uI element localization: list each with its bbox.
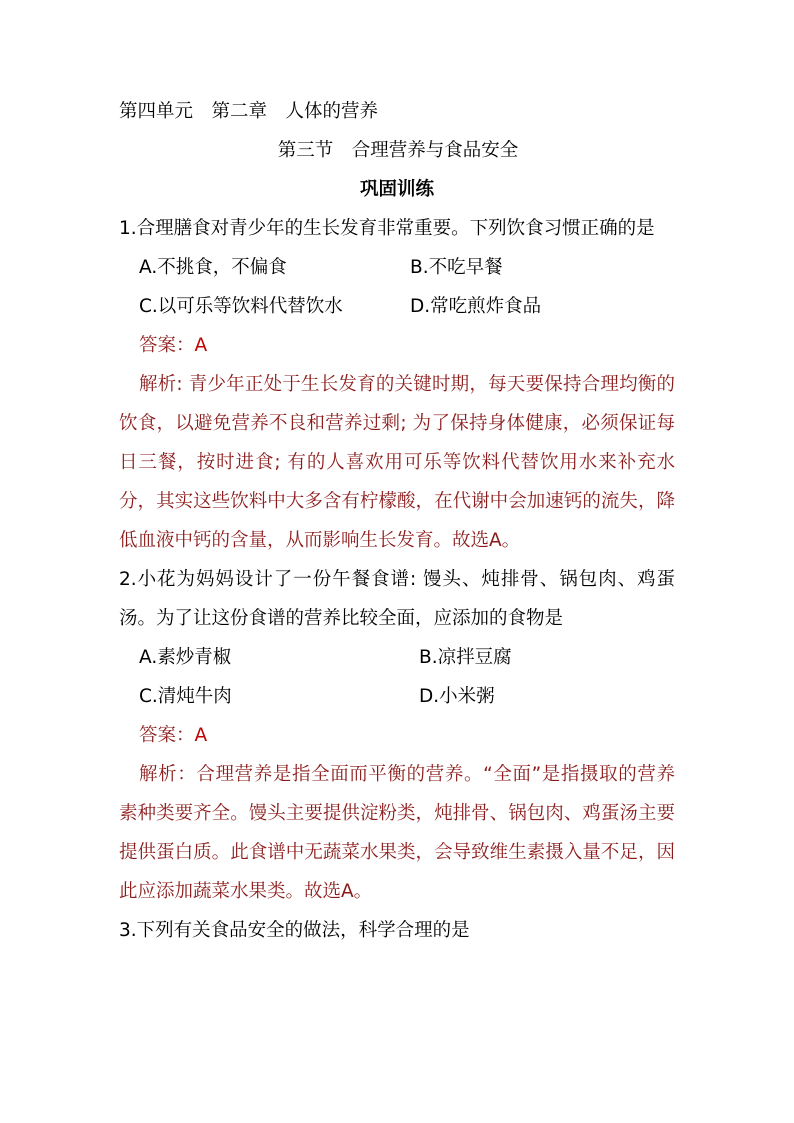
option-c: C.以可乐等饮料代替饮水 <box>139 296 343 317</box>
question-stem: 3.下列有关食品安全的做法，科学合理的是 <box>119 920 470 941</box>
question-2 <box>119 560 675 911</box>
question-stem: 1.合理膳食对青少年的生长发育非常重要。下列饮食习惯正确的是 <box>119 218 655 239</box>
option-c: C.清炖牛肉 <box>139 686 232 707</box>
option-a: A.素炒青椒 <box>139 647 232 668</box>
answer-line <box>119 326 675 365</box>
question-stem: 2.小花为妈妈设计了一份午餐食谱: 馒头、炖排骨、锅包肉、鸡蛋汤。为了让这份食谱的营养比较全面，应添加的食物是 <box>119 569 675 629</box>
option-a: A.不挑食，不偏食 <box>139 257 287 278</box>
question-3 <box>119 911 675 950</box>
document-page <box>119 92 675 950</box>
answer-line <box>119 716 675 755</box>
option-b: B.凉拌豆腐 <box>419 647 512 668</box>
answer-value: A <box>194 335 208 356</box>
answer-value: A <box>194 725 208 746</box>
options-row <box>119 287 675 326</box>
option-b: B.不吃早餐 <box>410 257 503 278</box>
question-1 <box>119 209 675 560</box>
option-d: D.常吃煎炸食品 <box>410 296 542 317</box>
options-row <box>119 638 675 677</box>
options-row <box>119 248 675 287</box>
section-title: 第三节 合理营养与食品安全 <box>277 140 519 161</box>
answer-label: 答案： <box>139 335 195 356</box>
unit-chapter-title: 第四单元 第二章 人体的营养 <box>119 101 379 122</box>
option-d: D.小米粥 <box>419 686 495 707</box>
options-row <box>119 677 675 716</box>
analysis-text: 解析：合理营养是指全面而平衡的营养。“全面”是指摄取的营养素种类要齐全。馒头主要提供淀粉类，炖排骨、锅包肉、鸡蛋汤主要提供蛋白质。此食谱中无蔬菜水果类，会导致维生素摄入量不足，因此应添加蔬菜水果类。故选A。 <box>119 764 675 902</box>
answer-label: 答案： <box>139 725 195 746</box>
exercise-title: 巩固训练 <box>359 179 434 200</box>
analysis-text: 解析: 青少年正处于生长发育的关键时期，每天要保持合理均衡的饮食，以避免营养不良和营养过剩; 为了保持身体健康，必须保证每日三餐，按时进食; 有的人喜欢用可乐等饮料代替饮用水来补充水分，其实这些饮料中大多含有柠檬酸，在代谢中会加速钙的流失，降低血液中钙的含量，从而影响生长发育。故选A。 <box>119 374 675 551</box>
